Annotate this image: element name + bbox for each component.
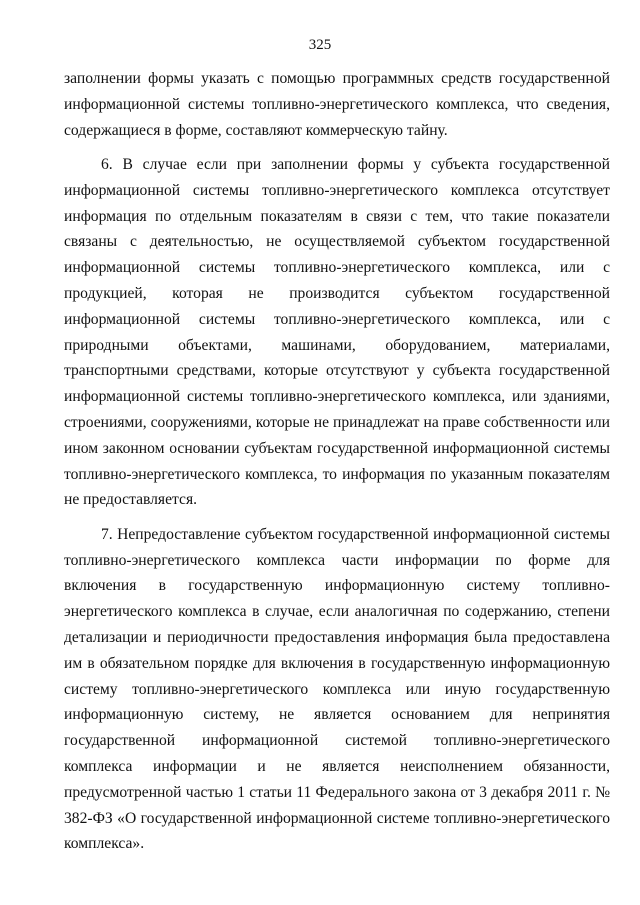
paragraph-continuation: заполнении формы указать с помощью программных средств государственной информационной системы топливно-энергетического комплекса, что сведения, содержащиеся в форме, составляют коммерческую тайну. [64, 70, 610, 139]
paragraph-7: 7. Непредоставление субъектом государственной информационной системы топливно-энергетического комплекса части информации по форме для включения в государственную информационную систему топливно-энергетического комплекса в случае, если аналогичная по содержанию, степени детализации и периодичности предоставления информация была предоставлена им в обязательном порядке для включения в государственную информационную систему топливно-энергетического комплекса или иную государственную информационную систему, не является основанием для непринятия государственной информационной системой топливно-энергетического комплекса информации и не является неисполнением обязанности, предусмотренной частью 1 статьи 11 Федерального закона от 3 декабря 2011 г. № 382-ФЗ «О государственной информационной системе топливно-энергетического комплекса». [64, 525, 610, 853]
document-body [64, 66, 610, 866]
page-number: 325 [308, 37, 332, 53]
paragraph-6: 6. В случае если при заполнении формы у субъекта государственной информационной системы топливно-энергетического комплекса отсутствует информация по отдельным показателям в связи с тем, что такие показатели связаны с деятельностью, не осуществляемой субъектом государственной информационной системы топливно-энергетического комплекса, или с продукцией, которая не производится субъектом государственной информационной системы топливно-энергетического комплекса, или с природными объектами, машинами, оборудованием, материалами, транспортными средствами, которые отсутствуют у субъекта государственной информационной системы топливно-энергетического комплекса, или зданиями, строениями, сооружениями, которые не принадлежат на праве собственности или ином законном основании субъектам государственной информационной системы топливно-энергетического комплекса, то информация по указанным показателям не предоставляется. [64, 155, 610, 509]
